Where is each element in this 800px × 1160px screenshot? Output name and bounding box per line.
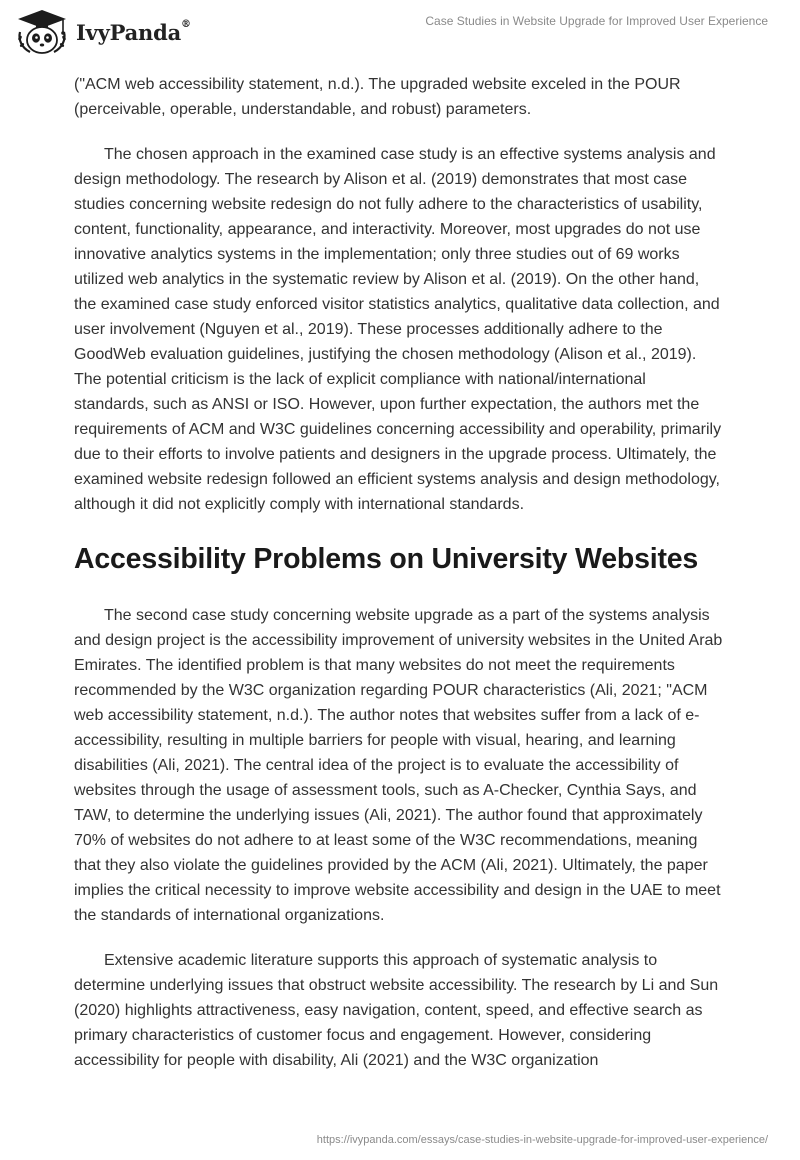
- registered-mark: ®: [181, 18, 191, 30]
- paragraph-3: The second case study concerning website upgrade as a part of the systems analysis and design project is the accessibility improvement of university websites in the United Arab Emirates. The identified problem is that many websites do not meet the requirements recommended by the W3C organization regarding POUR characteristics (Ali, 2021; "ACM web accessibility statement, n.d.). The author notes that websites suffer from a lack of e-accessibility, resulting in multiple barriers for people with visual, hearing, and learning disabilities (Ali, 2021). The central idea of the project is to evaluate the accessibility of websites through the usage of assessment tools, such as A-Checker, Cynthia Says, and TAW, to determine the underlying issues (Ali, 2021). The author found that approximately 70% of websites do not adhere to at least some of the W3C recommendations, meaning that they also violate the guidelines provided by the ACM (Ali, 2021). Ultimately, the paper implies the critical necessity to improve website accessibility and design in the UAE to meet the standards of international organizations.: [74, 607, 723, 924]
- section-heading: Accessibility Problems on University Websites: [74, 543, 699, 575]
- logo-text: [76, 18, 191, 45]
- paragraph-2: The chosen approach in the examined case study is an effective systems analysis and design methodology. The research by Alison et al. (2019) demonstrates that most case studies concerning website redesign do not fully adhere to the characteristics of usability, content, functionality, appearance, and interactivity. Moreover, most upgrades do not use innovative analytics systems in the implementation; only three studies out of 69 works utilized web analytics in the systematic review by Alison et al. (2019). On the other hand, the examined case study enforced visitor statistics analytics, qualitative data collection, and user involvement (Nguyen et al., 2019). These processes additionally adhere to the GoodWeb evaluation guidelines, justifying the chosen methodology (Alison et al., 2019). The potential criticism is the lack of explicit compliance with national/international standards, such as ANSI or ISO. However, upon further expectation, the authors met the requirements of ACM and W3C guidelines concerning accessibility and operability, primarily due to their efforts to involve patients and designers in the upgrade process. Ultimately, the examined website redesign followed an efficient systems analysis and design methodology, although it did not explicitly comply with international standards.: [74, 146, 722, 513]
- logo-name: IvyPanda: [76, 19, 182, 45]
- panda-mascot-icon: [14, 8, 70, 56]
- paragraph-4: Extensive academic literature supports this approach of systematic analysis to determine underlying issues that obstruct website accessibility. The research by Li and Sun (2020) highlights attractiveness, easy navigation, content, speed, and effective search as primary characteristics of customer focus and engagement. However, considering accessibility for people with disability, Ali (2021) and the W3C organization: [74, 952, 719, 1069]
- essay-content: [74, 72, 724, 1093]
- document-title: Case Studies in Website Upgrade for Improved User Experience: [425, 14, 768, 28]
- source-url[interactable]: https://ivypanda.com/essays/case-studies-in-website-upgrade-for-improved-user-experience/: [316, 1134, 768, 1146]
- ivypanda-logo[interactable]: [14, 8, 191, 56]
- page-header: [0, 0, 800, 64]
- paragraph-1: ("ACM web accessibility statement, n.d.). The upgraded website exceled in the POUR (perceivable, operable, understandable, and robust) parameters.: [74, 76, 681, 118]
